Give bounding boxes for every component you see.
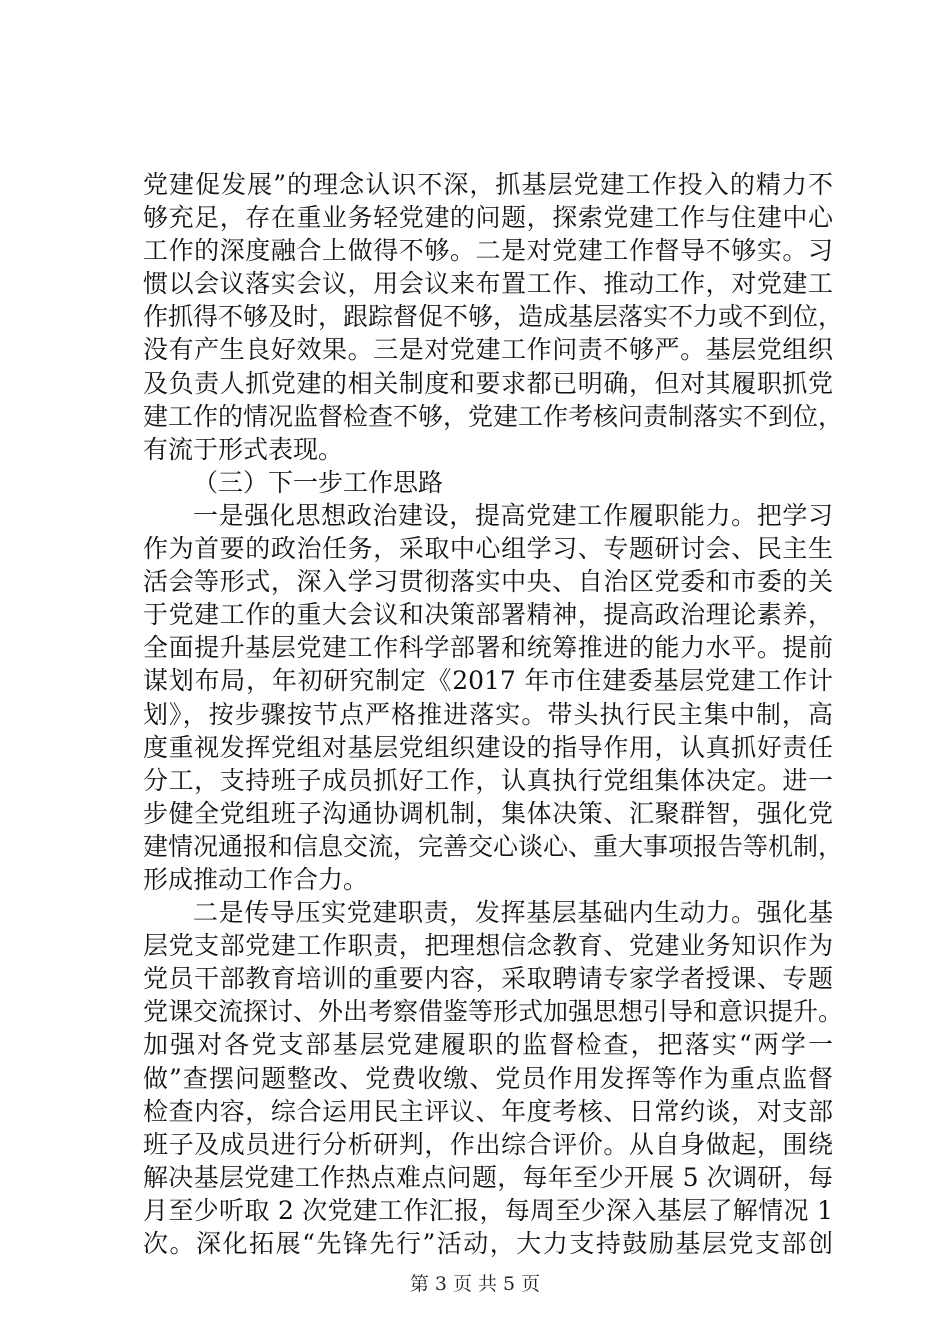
text-line: 次。深化拓展“先锋先行”活动，大力支持鼓励基层党支部创 <box>143 1229 833 1258</box>
text-line: 作抓得不够及时，跟踪督促不够，造成基层落实不力或不到位， <box>143 302 844 332</box>
text-line: 检查内容，综合运用民主评议、年度考核、日常约谈，对支部 <box>143 1096 833 1126</box>
text-line: 全面提升基层党建工作科学部署和统筹推进的能力水平。提前 <box>143 633 833 663</box>
text-line: 班子及成员进行分析研判，作出综合评价。从自身做起，围绕 <box>143 1129 833 1159</box>
text-line: 划》，按步骤按节点严格推进落实。带头执行民主集中制，高 <box>143 699 833 729</box>
text-line: 度重视发挥党组对基层党组织建设的指导作用，认真抓好责任 <box>143 732 833 762</box>
text-line: 解决基层党建工作热点难点问题，每年至少开展 5 次调研，每 <box>143 1162 833 1192</box>
text-line: 形成推动工作合力。 <box>143 864 369 894</box>
text-line: 一是强化思想政治建设，提高党建工作履职能力。把学习 <box>193 500 833 530</box>
text-line: 谋划布局，年初研究制定《2017 年市住建委基层党建工作计 <box>143 666 833 696</box>
text-line: 加强对各党支部基层党建履职的监督检查，把落实“两学一 <box>143 1030 833 1060</box>
page-footer: 第 3 页 共 5 页 <box>409 1273 541 1295</box>
text-line: 月至少听取 2 次党建工作汇报，每周至少深入基层了解情况 1 <box>143 1195 833 1225</box>
body-text <box>143 168 844 1260</box>
text-line: 于党建工作的重大会议和决策部署精神，提高政治理论素养， <box>143 600 833 630</box>
text-line: 建情况通报和信息交流，完善交心谈心、重大事项报告等机制， <box>143 831 844 861</box>
text-line: 做”查摆问题整改、党费收缴、党员作用发挥等作为重点监督 <box>143 1063 833 1093</box>
text-line: 步健全党组班子沟通协调机制，集体决策、汇聚群智，强化党 <box>143 798 833 828</box>
text-line: （三）下一步工作思路 <box>193 467 444 497</box>
text-line: 建工作的情况监督检查不够，党建工作考核问责制落实不到位， <box>143 401 844 431</box>
text-line: 党课交流探讨、外出考察借鉴等形式加强思想引导和意识提升。 <box>143 997 844 1027</box>
text-line: 层党支部党建工作职责，把理想信念教育、党建业务知识作为 <box>143 931 833 961</box>
text-line: 工作的深度融合上做得不够。二是对党建工作督导不够实。习 <box>143 236 833 266</box>
text-line: 作为首要的政治任务，采取中心组学习、专题研讨会、民主生 <box>143 534 833 564</box>
text-line: 党建促发展”的理念认识不深，抓基层党建工作投入的精力不 <box>143 170 833 199</box>
text-line: 惯以会议落实会议，用会议来布置工作、推动工作，对党建工 <box>143 269 833 299</box>
text-line: 活会等形式，深入学习贯彻落实中央、自治区党委和市委的关 <box>143 567 833 597</box>
text-line: 没有产生良好效果。三是对党建工作问责不够严。基层党组织 <box>143 335 833 365</box>
text-line: 有流于形式表现。 <box>143 434 344 464</box>
text-line: 党员干部教育培训的重要内容，采取聘请专家学者授课、专题 <box>143 964 833 994</box>
text-line: 二是传导压实党建职责，发挥基层基础内生动力。强化基 <box>193 898 833 928</box>
text-line: 及负责人抓党建的相关制度和要求都已明确，但对其履职抓党 <box>143 368 833 398</box>
text-line: 分工，支持班子成员抓好工作，认真执行党组集体决定。进一 <box>143 765 833 795</box>
text-line: 够充足，存在重业务轻党建的问题，探索党建工作与住建中心 <box>143 203 833 233</box>
